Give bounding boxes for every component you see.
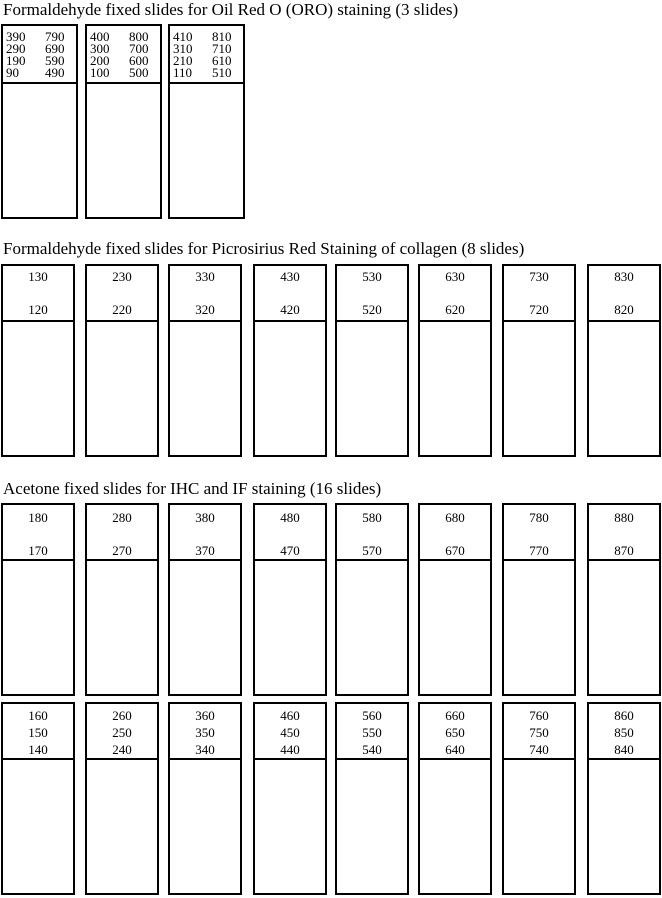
slide-label-area <box>170 704 240 760</box>
slide-number: 630 <box>445 269 465 284</box>
slide-number: 660 <box>445 708 465 723</box>
picrosirius-slide <box>1 264 75 457</box>
slide-label-area <box>337 505 407 561</box>
slide-label-area <box>504 704 574 760</box>
slide-number: 560 <box>362 708 382 723</box>
slide-number: 180 <box>28 510 48 525</box>
slide-number: 830 <box>614 269 634 284</box>
slide-number: 870 <box>614 543 634 558</box>
picrosirius-slide <box>418 264 492 457</box>
slide-label-area <box>255 266 325 322</box>
slide-number: 430 <box>280 269 300 284</box>
slide-number: 460 <box>280 708 300 723</box>
picrosirius-slide <box>168 264 242 457</box>
acetone-slide <box>335 702 409 895</box>
slide-number: 380 <box>195 510 215 525</box>
slide-number: 360 <box>195 708 215 723</box>
slide-number: 190 <box>6 53 26 68</box>
acetone-slide <box>253 503 327 696</box>
slide-number: 100 <box>90 65 110 80</box>
section-title-oro: Formaldehyde fixed slides for Oil Red O (ORO) staining (3 slides) <box>3 0 459 19</box>
slide-label-area <box>420 266 490 322</box>
slide-number: 520 <box>362 302 382 317</box>
slide-number: 290 <box>6 41 26 56</box>
slide-label-area <box>170 505 240 561</box>
slide-number: 580 <box>362 510 382 525</box>
slide-number: 210 <box>173 53 193 68</box>
slide-number: 600 <box>129 53 149 68</box>
picrosirius-slide <box>502 264 576 457</box>
slide-number: 130 <box>28 269 48 284</box>
slide-number: 280 <box>112 510 132 525</box>
slide-label-area <box>87 266 157 322</box>
slide-number: 90 <box>6 65 19 80</box>
slide-label-area <box>504 266 574 322</box>
slide-number: 820 <box>614 302 634 317</box>
slide-number: 770 <box>529 543 549 558</box>
slide-label-area <box>3 505 73 561</box>
slide-label-area <box>337 704 407 760</box>
slide-number: 350 <box>195 725 215 740</box>
slide-number: 850 <box>614 725 634 740</box>
slide-number: 610 <box>212 53 232 68</box>
acetone-slide <box>1 702 75 895</box>
slide-number: 270 <box>112 543 132 558</box>
slide-number: 240 <box>112 742 132 757</box>
slide-number: 140 <box>28 742 48 757</box>
slide-number: 720 <box>529 302 549 317</box>
slide-number: 510 <box>212 65 232 80</box>
slide-number: 840 <box>614 742 634 757</box>
slide-number: 620 <box>445 302 465 317</box>
slide-label-area <box>3 704 73 760</box>
oro-slide <box>85 24 162 219</box>
slide-number: 490 <box>45 65 65 80</box>
slide-number: 730 <box>529 269 549 284</box>
slide-number: 650 <box>445 725 465 740</box>
slide-number: 540 <box>362 742 382 757</box>
slide-number: 310 <box>173 41 193 56</box>
slide-number: 120 <box>28 302 48 317</box>
acetone-slide <box>587 503 661 696</box>
slide-number: 260 <box>112 708 132 723</box>
acetone-slide <box>85 702 159 895</box>
acetone-slide <box>85 503 159 696</box>
acetone-slide <box>1 503 75 696</box>
picrosirius-slide <box>85 264 159 457</box>
acetone-slide <box>587 702 661 895</box>
slide-label-area <box>420 505 490 561</box>
slide-number: 200 <box>90 53 110 68</box>
slide-label-area <box>87 704 157 760</box>
slide-number: 400 <box>90 29 110 44</box>
slide-number: 800 <box>129 29 149 44</box>
slide-number: 570 <box>362 543 382 558</box>
slide-number: 250 <box>112 725 132 740</box>
slide-number: 690 <box>45 41 65 56</box>
slide-number: 500 <box>129 65 149 80</box>
slide-label-area <box>337 266 407 322</box>
oro-slide <box>168 24 245 219</box>
slide-number: 370 <box>195 543 215 558</box>
slide-number: 440 <box>280 742 300 757</box>
slide-label-area <box>504 505 574 561</box>
acetone-slide <box>335 503 409 696</box>
slide-label-area <box>255 704 325 760</box>
slide-number: 590 <box>45 53 65 68</box>
slide-number: 810 <box>212 29 232 44</box>
slide-label-area <box>170 266 240 322</box>
slide-number: 680 <box>445 510 465 525</box>
section-title-picrosirius: Formaldehyde fixed slides for Picrosirius Red Staining of collagen (8 slides) <box>3 239 525 258</box>
picrosirius-slide <box>335 264 409 457</box>
acetone-slide <box>168 702 242 895</box>
slide-label-area <box>3 266 73 322</box>
slide-label-area <box>87 26 160 84</box>
slide-number: 450 <box>280 725 300 740</box>
slide-number: 790 <box>45 29 65 44</box>
slide-label-area <box>255 505 325 561</box>
slide-number: 700 <box>129 41 149 56</box>
slide-label-area <box>3 26 76 84</box>
slide-number: 300 <box>90 41 110 56</box>
slide-number: 530 <box>362 269 382 284</box>
slide-number: 670 <box>445 543 465 558</box>
acetone-slide <box>502 702 576 895</box>
slide-number: 230 <box>112 269 132 284</box>
slide-number: 330 <box>195 269 215 284</box>
slide-label-area <box>589 266 659 322</box>
slide-number: 860 <box>614 708 634 723</box>
slide-label-area <box>420 704 490 760</box>
slide-number: 640 <box>445 742 465 757</box>
slide-number: 550 <box>362 725 382 740</box>
slide-number: 780 <box>529 510 549 525</box>
slide-label-area <box>589 704 659 760</box>
slide-number: 320 <box>195 302 215 317</box>
slide-number: 340 <box>195 742 215 757</box>
slide-number: 470 <box>280 543 300 558</box>
section-title-acetone: Acetone fixed slides for IHC and IF staining (16 slides) <box>3 479 382 498</box>
slide-label-area <box>87 505 157 561</box>
oro-slide <box>1 24 78 219</box>
acetone-slide <box>418 702 492 895</box>
picrosirius-slide <box>253 264 327 457</box>
acetone-slide <box>253 702 327 895</box>
acetone-slide <box>502 503 576 696</box>
slide-number: 880 <box>614 510 634 525</box>
picrosirius-slide <box>587 264 661 457</box>
slide-number: 760 <box>529 708 549 723</box>
slide-label-area <box>170 26 243 84</box>
slide-number: 160 <box>28 708 48 723</box>
slide-number: 710 <box>212 41 232 56</box>
slide-number: 170 <box>28 543 48 558</box>
acetone-slide <box>418 503 492 696</box>
slide-label-area <box>589 505 659 561</box>
slide-number: 480 <box>280 510 300 525</box>
slide-number: 410 <box>173 29 193 44</box>
slide-number: 390 <box>6 29 26 44</box>
acetone-slide <box>168 503 242 696</box>
slide-number: 110 <box>173 65 193 80</box>
slide-number: 420 <box>280 302 300 317</box>
slide-number: 150 <box>28 725 48 740</box>
slide-number: 750 <box>529 725 549 740</box>
slide-number: 740 <box>529 742 549 757</box>
slide-number: 220 <box>112 302 132 317</box>
